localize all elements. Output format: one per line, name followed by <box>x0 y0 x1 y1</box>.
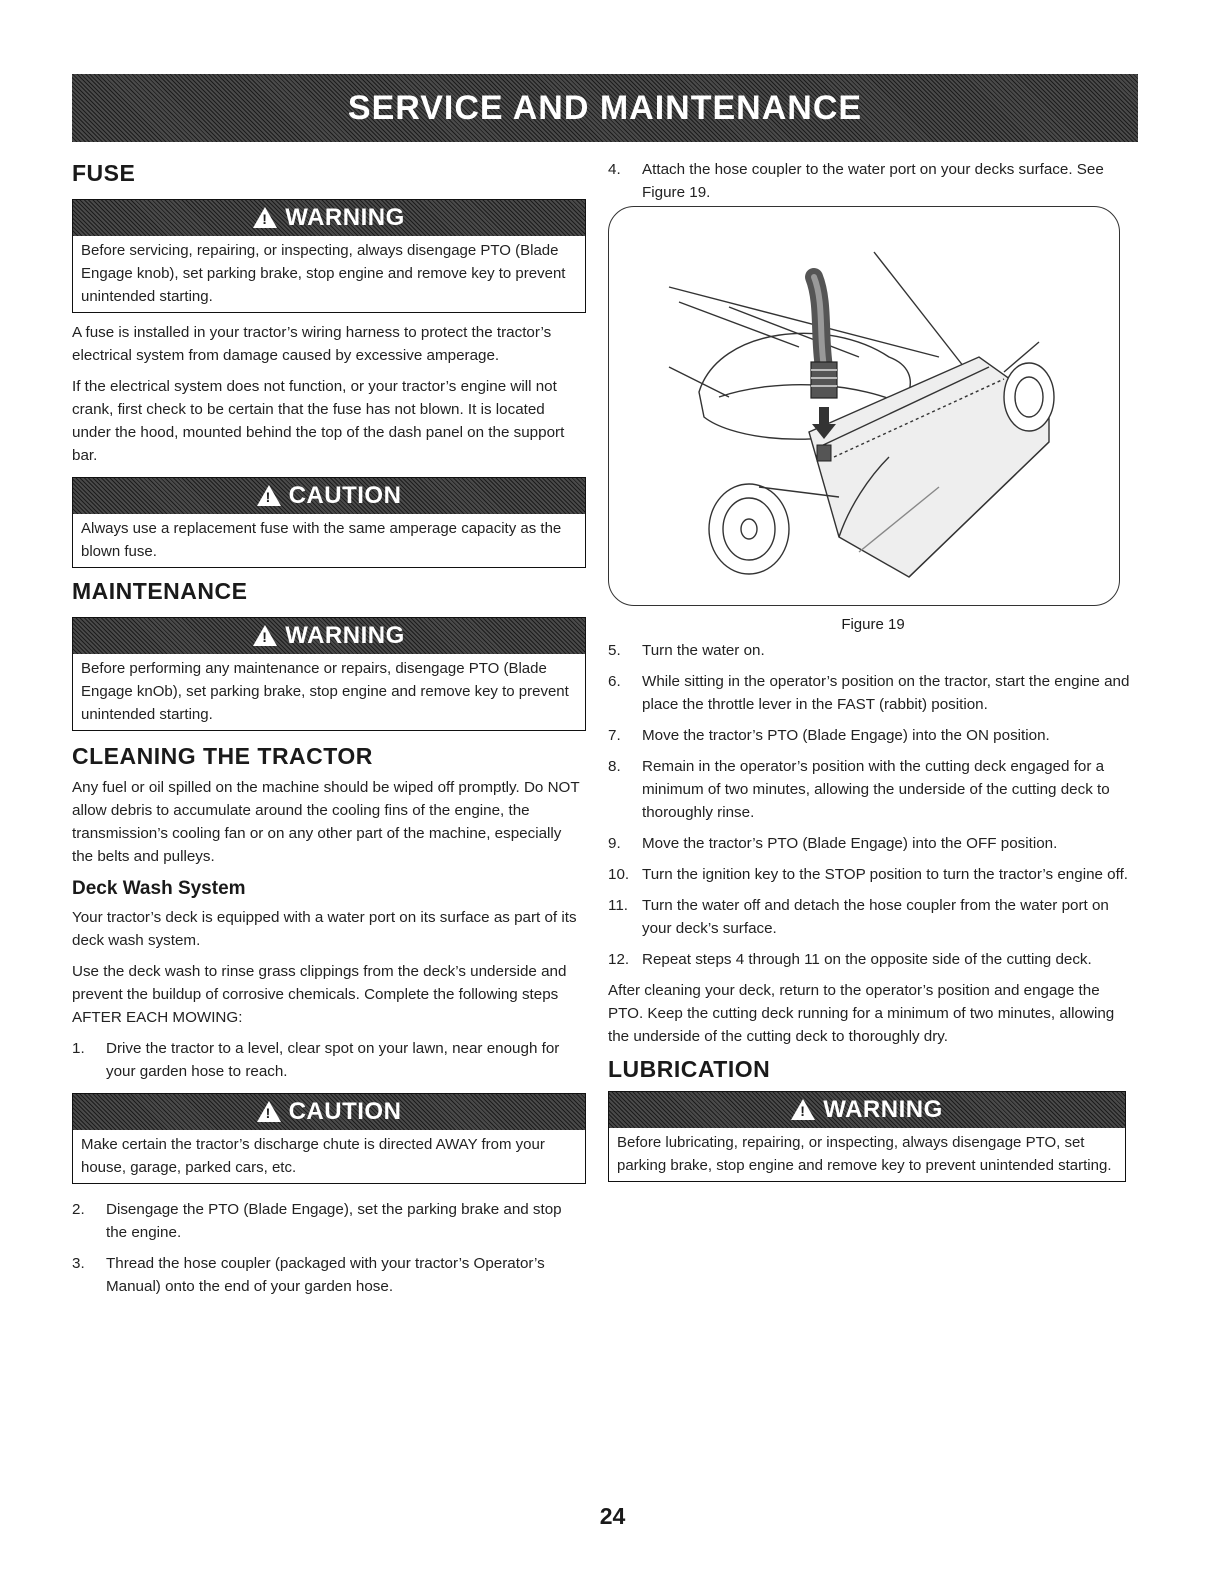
warning-header <box>609 1092 1125 1128</box>
step-item <box>608 863 1138 886</box>
caution-label: CAUTION <box>288 1098 402 1125</box>
deck-wash-illustration <box>609 207 1119 605</box>
fuse-heading: FUSE <box>72 160 136 186</box>
fuse-paragraph-2: If the electrical system does not function, or your tractor’s engine will not crank, first check to be certain that the fuse has not blown. It is located under the hood, mounted behind the top of the dash panel on the support bar. <box>72 378 565 464</box>
step-text: Turn the water off and detach the hose coupler from the water port on your deck’s surface. <box>642 897 1109 937</box>
step-item <box>72 1252 586 1298</box>
section-banner <box>72 74 1138 142</box>
warning-header <box>73 200 585 236</box>
cleaning-paragraph: Any fuel or oil spilled on the machine should be wiped off promptly. Do NOT allow debris to accumulate around the cooling fins of the engine, the transmission’s cooling fan or on any other part of the machine, especially the belts and pulleys. <box>72 779 580 865</box>
step-number: 7. <box>608 727 621 744</box>
step-text: Repeat steps 4 through 11 on the opposite side of the cutting deck. <box>642 951 1092 968</box>
caution-triangle-icon <box>257 1101 281 1122</box>
lubrication-warning-box <box>608 1091 1126 1182</box>
step-text: Turn the ignition key to the STOP position to turn the tractor’s engine off. <box>642 866 1129 883</box>
deck-wash-heading: Deck Wash System <box>72 878 246 899</box>
fuse-warning-box <box>72 199 586 313</box>
step-number: 2. <box>72 1201 85 1218</box>
step-item <box>608 894 1138 940</box>
step-item <box>72 1037 586 1083</box>
left-column <box>72 158 586 1298</box>
warning-text: Before performing any maintenance or repairs, disengage PTO (Blade Engage knOb), set parking brake, stop engine and remove key to prevent unintended starting. <box>81 660 569 723</box>
caution-text: Make certain the tractor’s discharge chute is directed AWAY from your house, garage, parked cars, etc. <box>81 1136 545 1176</box>
step-item <box>608 724 1138 747</box>
step-number: 9. <box>608 835 621 852</box>
steps-list <box>608 639 1138 971</box>
warning-label: WARNING <box>823 1096 943 1123</box>
step-text: Move the tractor’s PTO (Blade Engage) into the ON position. <box>642 727 1050 744</box>
caution-header <box>73 1094 585 1130</box>
step-text: Thread the hose coupler (packaged with your tractor’s Operator’s Manual) onto the end of your garden hose. <box>106 1255 545 1295</box>
cleaning-heading: CLEANING THE TRACTOR <box>72 743 373 769</box>
step-number: 5. <box>608 642 621 659</box>
fuse-caution-box <box>72 477 586 568</box>
step-text: Disengage the PTO (Blade Engage), set the parking brake and stop the engine. <box>106 1201 562 1241</box>
step-number: 1. <box>72 1040 85 1057</box>
step-text: Remain in the operator’s position with the cutting deck engaged for a minimum of two minutes, allowing the underside of the cutting deck to thoroughly rinse. <box>642 758 1110 821</box>
maintenance-heading: MAINTENANCE <box>72 578 248 604</box>
step-number: 10. <box>608 866 630 883</box>
deck-wash-paragraph-2: Use the deck wash to rinse grass clippings from the deck’s underside and prevent the buildup of corrosive chemicals. Complete the following steps AFTER EACH MOWING: <box>72 963 567 1026</box>
caution-label: CAUTION <box>288 482 402 509</box>
step-number: 12. <box>608 951 630 968</box>
figure-19 <box>608 206 1120 606</box>
caution-header <box>73 478 585 514</box>
step-item <box>608 670 1138 716</box>
banner-title: SERVICE AND MAINTENANCE <box>347 88 863 127</box>
step-text: Move the tractor’s PTO (Blade Engage) into the OFF position. <box>642 835 1058 852</box>
step-text: Turn the water on. <box>642 642 765 659</box>
lubrication-heading: LUBRICATION <box>608 1056 771 1082</box>
step-text: While sitting in the operator’s position on the tractor, start the engine and place the throttle lever in the FAST (rabbit) position. <box>642 673 1130 713</box>
step-item <box>72 1198 586 1244</box>
warning-triangle-icon <box>791 1099 815 1120</box>
step-number: 8. <box>608 758 621 775</box>
caution-text: Always use a replacement fuse with the same amperage capacity as the blown fuse. <box>81 520 562 560</box>
step-text: Drive the tractor to a level, clear spot on your lawn, near enough for your garden hose to reach. <box>106 1040 560 1080</box>
step-number: 3. <box>72 1255 85 1272</box>
step-text: Attach the hose coupler to the water port on your decks surface. See Figure 19. <box>642 161 1104 201</box>
maintenance-warning-box <box>72 617 586 731</box>
figure-caption: Figure 19 <box>841 616 905 633</box>
right-column <box>608 158 1138 1182</box>
warning-triangle-icon <box>253 207 277 228</box>
step-number: 4. <box>608 161 621 178</box>
warning-text: Before servicing, repairing, or inspecting, always disengage PTO (Blade Engage knob), set parking brake, stop engine and remove key to prevent unintended starting. <box>81 242 566 305</box>
warning-text: Before lubricating, repairing, or inspecting, always disengage PTO, set parking brake, stop engine and remove key to prevent unintended starting. <box>617 1134 1112 1174</box>
step-item <box>608 832 1138 855</box>
step-number: 6. <box>608 673 621 690</box>
step-item <box>608 755 1138 824</box>
page-number: 24 <box>599 1503 626 1529</box>
step-item <box>608 158 1138 204</box>
warning-header <box>73 618 585 654</box>
step-item <box>608 948 1138 971</box>
step-item <box>608 639 1138 662</box>
after-cleaning-paragraph: After cleaning your deck, return to the operator’s position and engage the PTO. Keep the cutting deck running for a minimum of two minutes, allowing the underside of the cutting deck to thoroughly dry. <box>608 982 1115 1045</box>
warning-triangle-icon <box>253 625 277 646</box>
step-number: 11. <box>608 897 628 914</box>
fuse-paragraph-1: A fuse is installed in your tractor’s wiring harness to protect the tractor’s electrical system from damage caused by excessive amperage. <box>72 324 552 364</box>
deck-wash-paragraph-1: Your tractor’s deck is equipped with a water port on its surface as part of its deck wash system. <box>72 909 577 949</box>
deck-caution-box <box>72 1093 586 1184</box>
warning-label: WARNING <box>285 622 405 649</box>
warning-label: WARNING <box>285 204 405 231</box>
caution-triangle-icon <box>257 485 281 506</box>
